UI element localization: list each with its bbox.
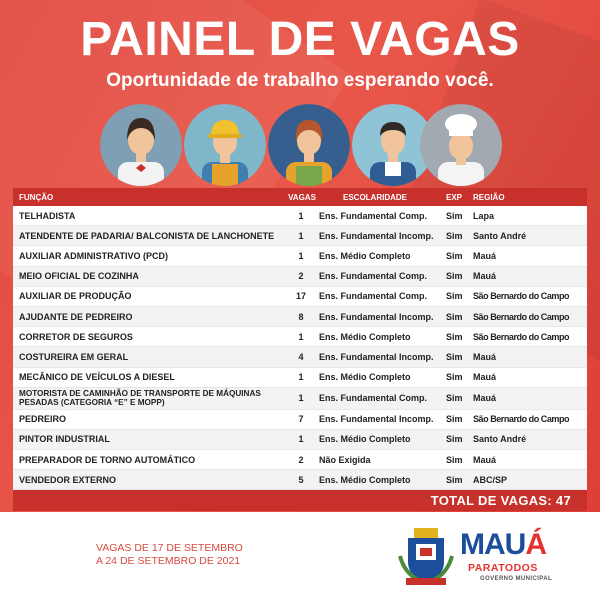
cell-exp: Sim xyxy=(446,291,463,302)
cell-vagas: 7 xyxy=(298,414,304,425)
cell-regiao: Mauá xyxy=(473,454,497,465)
dates-line-1: VAGAS DE 17 DE SETEMBRO xyxy=(96,542,243,554)
cell-vagas: 8 xyxy=(298,311,304,322)
total-vacancies: TOTAL DE VAGAS: 47 xyxy=(13,490,587,511)
cell-escolaridade: Ens. Médio Completo xyxy=(319,372,411,383)
cell-escolaridade: Ens. Fundamental Comp. xyxy=(319,393,428,404)
construction-worker-avatar-icon xyxy=(184,104,266,186)
cell-vagas: 1 xyxy=(298,210,304,221)
cell-vagas: 4 xyxy=(298,351,304,362)
table-row xyxy=(13,450,587,470)
dates-note xyxy=(96,542,243,568)
cell-funcao: TELHADISTA xyxy=(19,210,76,221)
cell-funcao: COSTUREIRA EM GERAL xyxy=(19,351,129,362)
cell-escolaridade: Ens. Médio Completo xyxy=(319,434,411,445)
cell-funcao: PINTOR INDUSTRIAL xyxy=(19,434,110,445)
municipal-crest-icon xyxy=(398,526,454,588)
logo-slogan: PARATODOS xyxy=(468,562,538,574)
cell-funcao: MECÂNICO DE VEÍCULOS A DIESEL xyxy=(19,372,175,383)
table-row xyxy=(13,246,587,266)
logo-wordmark xyxy=(460,528,546,562)
maua-logo xyxy=(460,528,570,588)
cell-exp: Sim xyxy=(446,331,463,342)
cell-exp: Sim xyxy=(446,351,463,362)
cell-vagas: 1 xyxy=(298,393,304,404)
waitress-avatar-icon xyxy=(100,104,182,186)
cell-funcao: CORRETOR DE SEGUROS xyxy=(19,331,133,342)
cell-regiao: Mauá xyxy=(473,250,497,261)
cell-funcao: AUXILIAR ADMINISTRATIVO (PCD) xyxy=(19,250,168,261)
table-row xyxy=(13,307,587,327)
cell-exp: Sim xyxy=(446,474,463,485)
table-row xyxy=(13,368,587,388)
cell-exp: Sim xyxy=(446,210,463,221)
cell-vagas: 1 xyxy=(298,434,304,445)
cell-vagas: 1 xyxy=(298,372,304,383)
table-body xyxy=(13,206,587,490)
cell-regiao: Santo André xyxy=(473,230,527,241)
table-row xyxy=(13,206,587,226)
cell-exp: Sim xyxy=(446,454,463,465)
cell-vagas: 1 xyxy=(298,230,304,241)
cell-exp: Sim xyxy=(446,311,463,322)
cell-funcao: MEIO OFICIAL DE COZINHA xyxy=(19,271,139,282)
cell-funcao: AJUDANTE DE PEDREIRO xyxy=(19,311,133,322)
cell-escolaridade: Ens. Fundamental Comp. xyxy=(319,271,428,282)
cell-escolaridade: Ens. Médio Completo xyxy=(319,250,411,261)
table-row xyxy=(13,388,587,410)
cell-escolaridade: Ens. Fundamental Incomp. xyxy=(319,414,434,425)
cell-regiao: Santo André xyxy=(473,434,527,445)
cell-escolaridade: Ens. Médio Completo xyxy=(319,331,411,342)
cell-escolaridade: Ens. Fundamental Comp. xyxy=(319,291,428,302)
cell-vagas: 2 xyxy=(298,271,304,282)
table-row xyxy=(13,226,587,246)
col-regiao: REGIÃO xyxy=(473,192,505,202)
cell-funcao: MOTORISTA DE CAMINHÃO DE TRANSPORTE DE MÁQUINAS PESADAS (CATEGORIA “E” E MOPP) xyxy=(19,389,261,408)
cell-regiao: São Bernardo do Campo xyxy=(473,414,570,425)
cell-funcao: PREPARADOR DE TORNO AUTOMÁTICO xyxy=(19,454,196,465)
cell-exp: Sim xyxy=(446,393,463,404)
table-row xyxy=(13,410,587,430)
cell-escolaridade: Ens. Fundamental Incomp. xyxy=(319,351,434,362)
cell-regiao: ABC/SP xyxy=(473,474,508,485)
cell-exp: Sim xyxy=(446,434,463,445)
cell-vagas: 5 xyxy=(298,474,304,485)
cell-exp: Sim xyxy=(446,414,463,425)
table-row xyxy=(13,267,587,287)
page-title: PAINEL DE VAGAS xyxy=(80,13,520,66)
table-row xyxy=(13,347,587,367)
cell-escolaridade: Ens. Médio Completo xyxy=(319,474,411,485)
cell-vagas: 1 xyxy=(298,250,304,261)
cell-exp: Sim xyxy=(446,250,463,261)
cell-regiao: Mauá xyxy=(473,372,497,383)
col-exp: EXP xyxy=(446,192,463,202)
cell-escolaridade: Ens. Fundamental Incomp. xyxy=(319,230,434,241)
cell-regiao: São Bernardo do Campo xyxy=(473,311,570,322)
logo-wordmark-part-2: Á xyxy=(525,528,546,561)
woman-worker-avatar-icon xyxy=(268,104,350,186)
cell-funcao: ATENDENTE DE PADARIA/ BALCONISTA DE LANCHONETE xyxy=(19,230,275,241)
cell-escolaridade: Não Exigida xyxy=(319,454,371,465)
cell-regiao: Lapa xyxy=(473,210,495,221)
cell-regiao: Mauá xyxy=(473,393,497,404)
cell-exp: Sim xyxy=(446,372,463,383)
cell-regiao: Mauá xyxy=(473,271,497,282)
cell-vagas: 1 xyxy=(298,331,304,342)
worker-avatars xyxy=(100,104,500,194)
cell-vagas: 2 xyxy=(298,454,304,465)
col-escolaridade: ESCOLARIDADE xyxy=(343,192,408,202)
cell-funcao: PEDREIRO xyxy=(19,414,67,425)
table-header xyxy=(13,188,587,206)
col-vagas: VAGAS xyxy=(288,192,316,202)
cell-funcao: AUXILIAR DE PRODUÇÃO xyxy=(19,291,132,302)
logo-government: GOVERNO MUNICIPAL xyxy=(480,576,553,582)
dates-line-2: A 24 DE SETEMBRO DE 2021 xyxy=(96,555,241,567)
table-row xyxy=(13,430,587,450)
chef-avatar-icon xyxy=(420,104,502,186)
logo-wordmark-part-1: MAU xyxy=(460,528,526,561)
col-funcao: FUNÇÃO xyxy=(19,192,54,202)
table-row xyxy=(13,327,587,347)
page-subtitle: Oportunidade de trabalho esperando você. xyxy=(106,70,494,91)
cell-escolaridade: Ens. Fundamental Comp. xyxy=(319,210,428,221)
cell-vagas: 17 xyxy=(295,291,306,302)
table-row xyxy=(13,470,587,490)
cell-regiao: Mauá xyxy=(473,351,497,362)
cell-exp: Sim xyxy=(446,230,463,241)
cell-regiao: São Bernardo do Campo xyxy=(473,331,570,342)
cell-escolaridade: Ens. Fundamental Incomp. xyxy=(319,311,434,322)
vacancies-table xyxy=(13,188,587,511)
cell-regiao: São Bernardo do Campo xyxy=(473,291,570,302)
cell-exp: Sim xyxy=(446,271,463,282)
cell-funcao: VENDEDOR EXTERNO xyxy=(19,474,117,485)
table-row xyxy=(13,287,587,307)
